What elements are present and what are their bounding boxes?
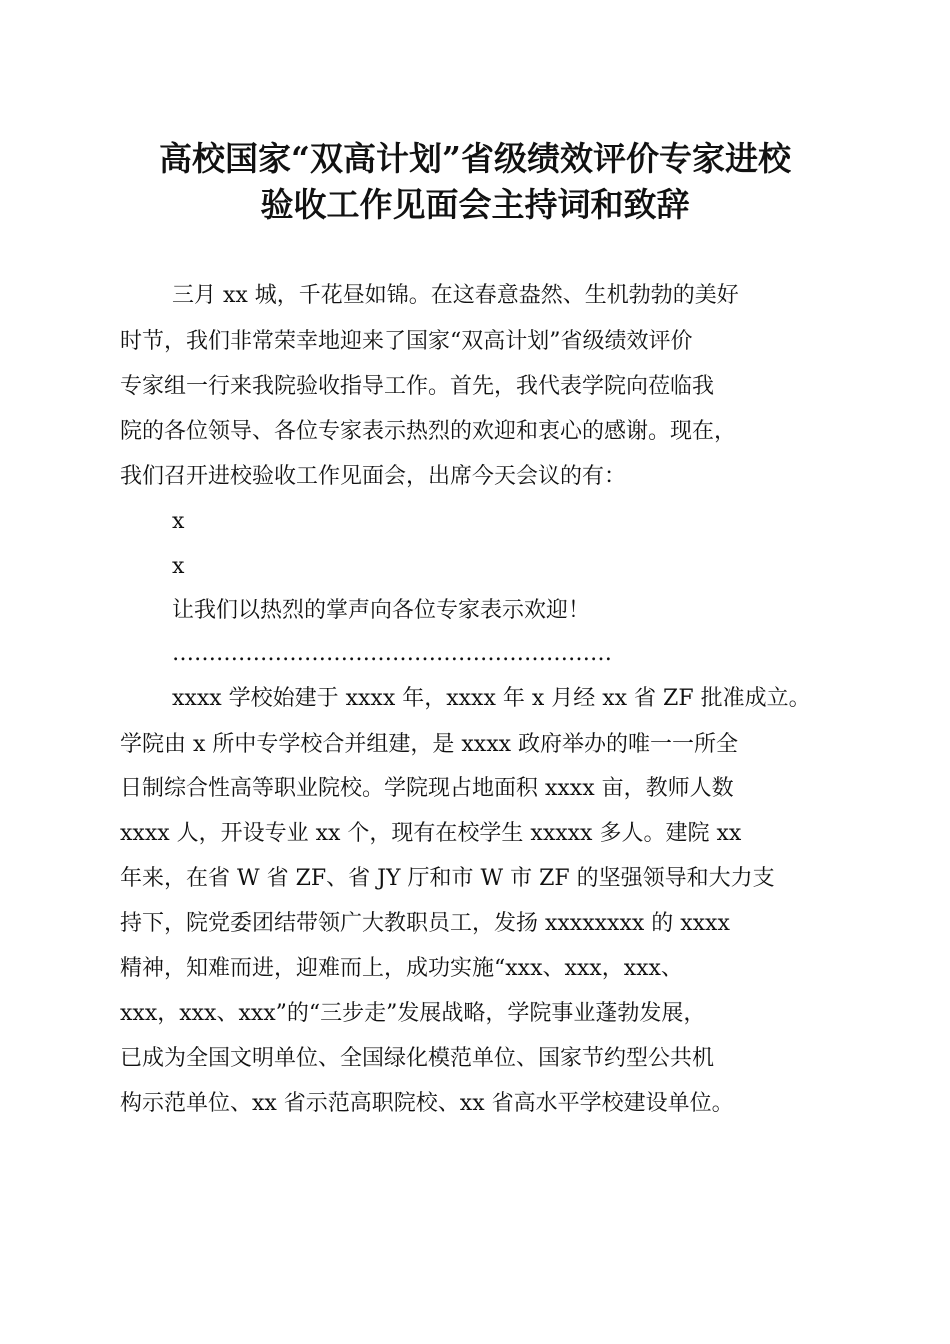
body-line: 年来，在省 W 省 ZF、省 JY 厅和市 W 市 ZF 的坚强领导和大力支 — [120, 866, 775, 891]
attendee-placeholder: x — [172, 509, 185, 534]
body-line: 院的各位领导、各位专家表示热烈的欢迎和衷心的感谢。现在， — [120, 419, 737, 444]
body-line: 学院由 x 所中专学校合并组建，是 xxxx 政府举办的唯一一所全 — [120, 732, 739, 757]
body-line: 构示范单位、xx 省示范高职院校、xx 省高水平学校建设单位。 — [120, 1091, 734, 1116]
body-line: 精神，知难而进，迎难而上，成功实施“xxx、xxx，xxx、 — [120, 956, 683, 981]
body-line: xxx，xxx、xxx”的“三步走”发展战略，学院事业蓬勃发展， — [120, 1001, 706, 1026]
document-title-line-1: 高校国家“双高计划”省级绩效评价专家进校 — [159, 139, 791, 178]
body-line: 专家组一行来我院验收指导工作。首先，我代表学院向莅临我 — [120, 374, 715, 399]
body-line: 日制综合性高等职业院校。学院现占地面积 xxxx 亩，教师人数 — [120, 776, 734, 801]
body-line: 我们召开进校验收工作见面会，出席今天会议的有： — [120, 464, 627, 489]
ellipsis-divider: …………………………………………………… — [172, 641, 612, 666]
body-line: 三月 xx 城，千花昼如锦。在这春意盎然、生机勃勃的美好 — [172, 283, 739, 308]
body-line: 持下，院党委团结带领广大教职员工，发扬 xxxxxxxx 的 xxxx — [120, 911, 730, 936]
body-line: xxxx 学校始建于 xxxx 年，xxxx 年 x 月经 xx 省 ZF 批准成立。 — [172, 686, 811, 711]
body-line: xxxx 人，开设专业 xx 个，现有在校学生 xxxxx 多人。建院 xx — [120, 821, 742, 846]
body-line: 已成为全国文明单位、全国绿化模范单位、国家节约型公共机 — [120, 1046, 715, 1071]
document-title-line-2: 验收工作见面会主持词和致辞 — [260, 185, 690, 224]
body-line: 让我们以热烈的掌声向各位专家表示欢迎！ — [172, 598, 591, 623]
attendee-placeholder: x — [172, 554, 185, 579]
body-line: 时节，我们非常荣幸地迎来了国家“双高计划”省级绩效评价 — [120, 329, 693, 354]
